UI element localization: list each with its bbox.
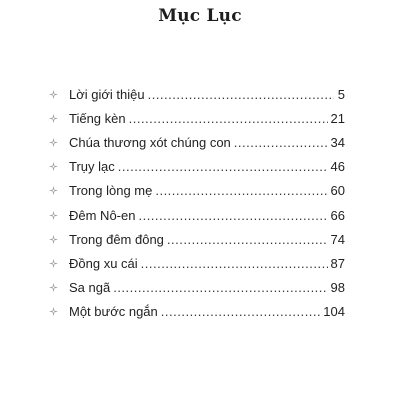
toc-entry[interactable] (49, 300, 345, 324)
toc-entry[interactable] (49, 203, 345, 227)
toc-entry-title: Chúa thương xót chúng con (69, 134, 231, 150)
toc-entry[interactable] (49, 227, 345, 251)
toc-entry-title: Sa ngã (69, 280, 111, 296)
toc-entry-title: Một bước ngắn (69, 304, 158, 320)
dot-leader (118, 159, 328, 174)
toc-entry-title: Lời giới thiệu (69, 86, 145, 102)
toc-entry-title: Đêm Nô-en (69, 207, 136, 223)
four-point-star-ornament-icon (49, 307, 58, 316)
dot-leader (234, 135, 328, 150)
toc-entry-page-number: 74 (330, 231, 345, 247)
dot-leader (148, 87, 334, 102)
dot-leader (129, 111, 328, 126)
four-point-star-ornament-icon (49, 211, 58, 220)
toc-entry-page-number: 5 (337, 86, 345, 102)
dot-leader (138, 208, 327, 223)
toc-entry-page-number: 104 (323, 304, 345, 320)
toc-entry-page-number: 60 (330, 183, 345, 199)
toc-list (49, 82, 345, 324)
dot-leader (167, 232, 328, 247)
toc-entry-title: Tiếng kèn (69, 110, 126, 126)
dot-leader (141, 256, 328, 271)
toc-entry[interactable] (49, 155, 345, 179)
four-point-star-ornament-icon (49, 259, 58, 268)
toc-entry[interactable] (49, 251, 345, 275)
four-point-star-ornament-icon (49, 283, 58, 292)
toc-entry-page-number: 34 (330, 134, 345, 150)
toc-entry-title: Đồng xu cái (69, 255, 138, 271)
toc-entry-title: Trong lòng mẹ (69, 183, 153, 199)
toc-entry[interactable] (49, 179, 345, 203)
toc-entry-title: Trụy lạc (69, 159, 115, 175)
toc-entry[interactable] (49, 130, 345, 154)
four-point-star-ornament-icon (49, 138, 58, 147)
page-title: Mục Lục (158, 6, 242, 26)
dot-leader (113, 280, 327, 295)
toc-entry-page-number: 21 (330, 110, 345, 126)
toc-entry-title: Trong đêm đông (69, 231, 164, 247)
dot-leader (155, 183, 327, 198)
toc-entry-page-number: 66 (330, 207, 345, 223)
dot-leader (161, 304, 321, 319)
toc-entry[interactable] (49, 106, 345, 130)
toc-entry[interactable] (49, 276, 345, 300)
four-point-star-ornament-icon (49, 90, 58, 99)
toc-entry-page-number: 98 (330, 280, 345, 296)
toc-entry[interactable] (49, 82, 345, 106)
four-point-star-ornament-icon (49, 114, 58, 123)
four-point-star-ornament-icon (49, 235, 58, 244)
four-point-star-ornament-icon (49, 162, 58, 171)
toc-entry-page-number: 87 (330, 255, 345, 271)
toc-entry-page-number: 46 (330, 159, 345, 175)
four-point-star-ornament-icon (49, 186, 58, 195)
